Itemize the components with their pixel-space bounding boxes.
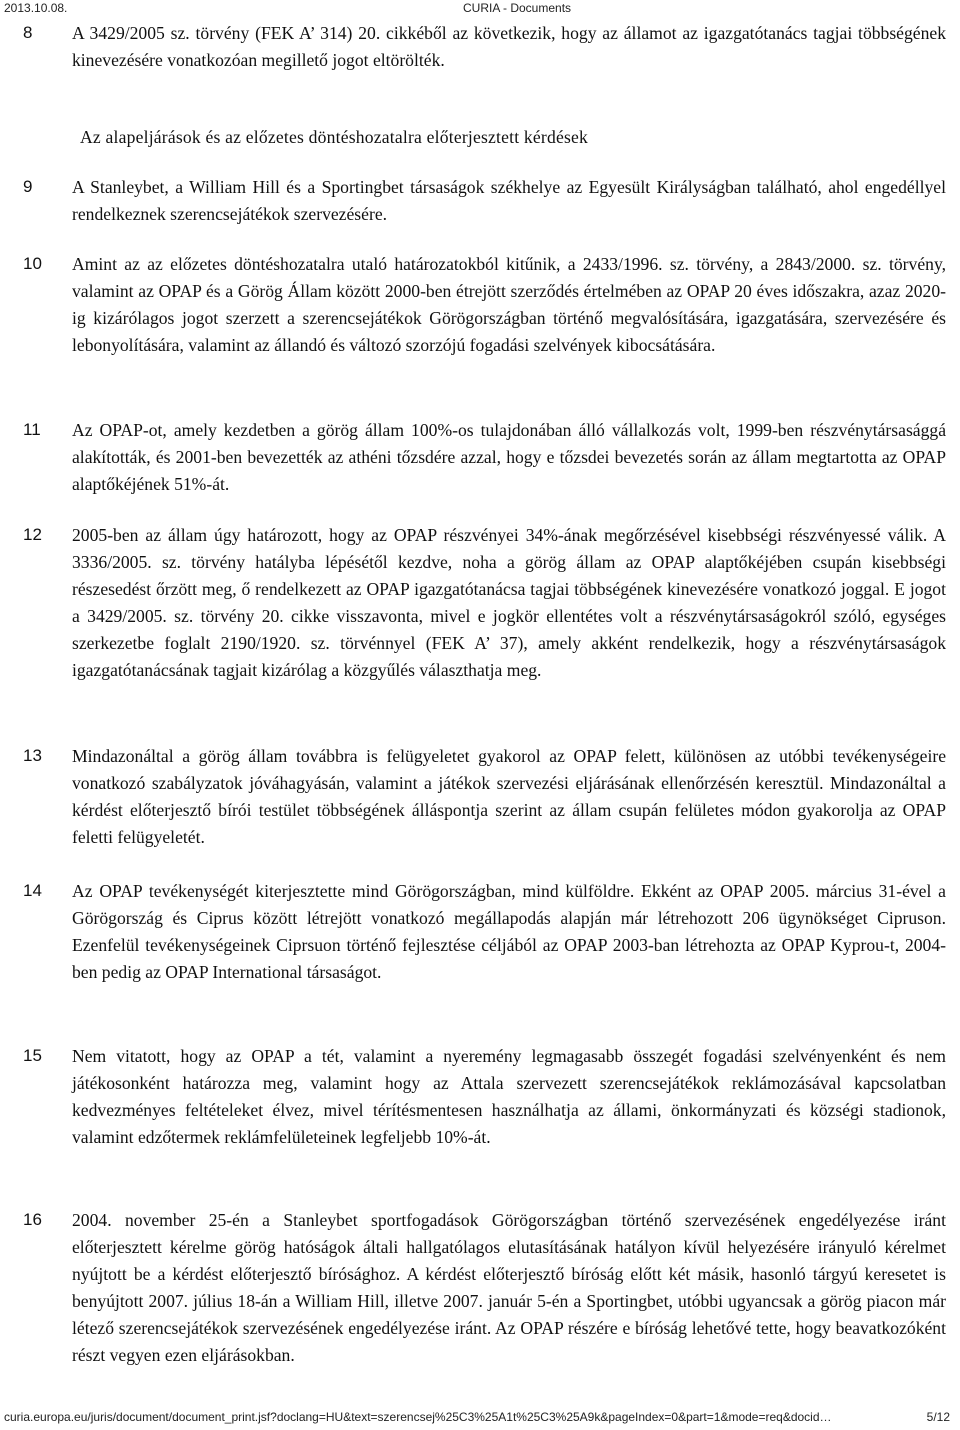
paragraph-text: Mindazonáltal a görög állam továbbra is felügyeletet gyakorol az OPAP felett, különösen az utóbbi tevékenységeire vonatkozó szabályzatok jóváhagyásán, valamint a játékok szervezési eljárásának ellenőrzésén keresztül. Mindazonáltal a kérdést előterjesztő bírói testület többségének álláspontja szerint az állam csupán felületes módon gyakorolja az OPAP feletti felügyeletét. [72,746,946,847]
section-heading: Az alapeljárások és az előzetes döntéshozatalra előterjesztett kérdések [80,127,589,147]
print-footer [0,1410,960,1426]
paragraph-11 [23,417,946,498]
paragraph-number: 13 [23,746,42,765]
paragraph-text: Az OPAP tevékenységét kiterjesztette mind Görögországban, mind külföldre. Ekként az OPAP 2005. március 31-ével a Görögország és Ciprus között létrejött vonatkozó megállapodás alapján már létrehozott 206 ügynökséget Cipruson. Ezenfelül tevékenységeinek Ciprsuon történő fejlesztése céljából az OPAP 2003-ban létrehozta az OPAP Kyprou-t, 2004-ben pedig az OPAP International társaságot. [72,881,946,982]
paragraph-10 [23,251,946,359]
paragraph-16 [23,1207,946,1368]
paragraph-number: 8 [23,23,33,42]
paragraph-number: 11 [23,420,41,439]
paragraph-number: 15 [23,1046,42,1065]
paragraph-number: 16 [23,1210,42,1229]
paragraph-number: 14 [23,881,42,900]
page-indicator: 5/12 [926,1410,950,1424]
print-date: 2013.10.08. [4,1,68,15]
paragraph-8 [23,20,946,74]
paragraph-12 [23,522,946,683]
paragraph-14 [23,878,946,986]
paragraph-text: 2004. november 25-én a Stanleybet sportfogadások Görögországban történő szervezésének engedélyezése iránt előterjesztett kérelme görög hatóságok általi hallgatólagos elutasításának hatályon kívül helyezésére irányuló kérelmet nyújtott be a kérdést előterjesztő bírósághoz. A kérdést előterjesztő bíróság előtt két másik, hasonló tárgyú keresetet is benyújtott 2007. július 18-án a William Hill, illetve 2007. január 5-én a Sportingbet, utóbbi ugyancsak a görög piacon már létező szerencsejátékok szervezésének engedélyezése iránt. Az OPAP részére e bíróság lehetővé tette, hogy beavatkozóként részt vegyen ezen eljárásokban. [72,1210,946,1365]
print-url: curia.europa.eu/juris/document/document_print.jsf?doclang=HU&text=szerencsej%25C3%25A1t%25C3%25A9k&pageIndex=0&part=1&mode=req&docid… [4,1410,832,1424]
paragraph-9 [23,174,946,228]
print-header [0,1,960,17]
paragraph-text: Az OPAP-ot, amely kezdetben a görög állam 100%-os tulajdonában álló vállalkozás volt, 1999-ben részvénytársasággá alakították, és 2001-ben bevezették az athéni tőzsdére azzal, hogy e tőzsdei bevezetés során az állam megtartotta az OPAP alaptőkéjének 51%-át. [72,420,946,494]
paragraph-number: 12 [23,525,42,544]
paragraph-text: Nem vitatott, hogy az OPAP a tét, valamint a nyeremény legmagasabb összegét fogadási szelvényenként és nem játékosonként határozza meg, valamint hogy az Attala szervezett szerencsejátékok reklámozásával kapcsolatban kedvezményes feltételeket élvez, mivel térítésmentesen használhatja az állami, önkormányzati és községi stadionok, valamint edzőtermek reklámfelületeinek legfeljebb 10%-át. [72,1046,946,1147]
paragraph-13 [23,743,946,851]
print-site-title: CURIA - Documents [463,1,572,15]
paragraph-15 [23,1043,946,1151]
paragraph-text: Amint az az előzetes döntéshozatalra utaló határozatokból kitűnik, a 2433/1996. sz. törvény, a 2843/2000. sz. törvény, valamint az OPAP és a Görög Állam között 2000-ben étrejött szerződés értelmében az OPAP 20 éves időszakra, azaz 2020-ig kizárólagos jogot szerzett a szerencsejátékok Görögországban történő megvalósítására, igazgatására, szervezésére és lebonyolítására, valamint az állandó és változó szorzójú fogadási szelvények kibocsátására. [72,254,946,355]
paragraph-number: 10 [23,254,42,273]
paragraph-text: A 3429/2005 sz. törvény (FEK A’ 314) 20. cikkéből az következik, hogy az államot az igazgatótanács tagjai többségének kinevezésére vonatkozóan megillető jogot eltörölték. [72,23,946,70]
paragraph-number: 9 [23,177,33,196]
paragraph-text: 2005-ben az állam úgy határozott, hogy az OPAP részvényei 34%-ának megőrzésével kisebbségi részvényessé válik. A 3336/2005. sz. törvény hatályba lépésétől kezdve, noha a görög állam az OPAP alaptőkéjében csupán kisebbségi részesedést őrzött meg, ő rendelkezett az OPAP igazgatótanácsa tagjai többségének kinevezésére vonatkozó joggal. E jogot a 3429/2005. sz. törvény 20. cikke visszavonta, mivel e jogkör ellentétes volt a részvénytársaságokról szóló, egységes szerkezetbe foglalt 2190/1920. sz. törvénnyel (FEK A’ 37), amely akként rendelkezik, hogy a részvénytársaságok igazgatótanácsának tagjait kizárólag a közgyűlés választhatja meg. [72,525,946,680]
paragraph-text: A Stanleybet, a William Hill és a Sportingbet társaságok székhelye az Egyesült Királyságban található, ahol engedéllyel rendelkeznek szerencsejátékok szervezésére. [72,177,946,224]
